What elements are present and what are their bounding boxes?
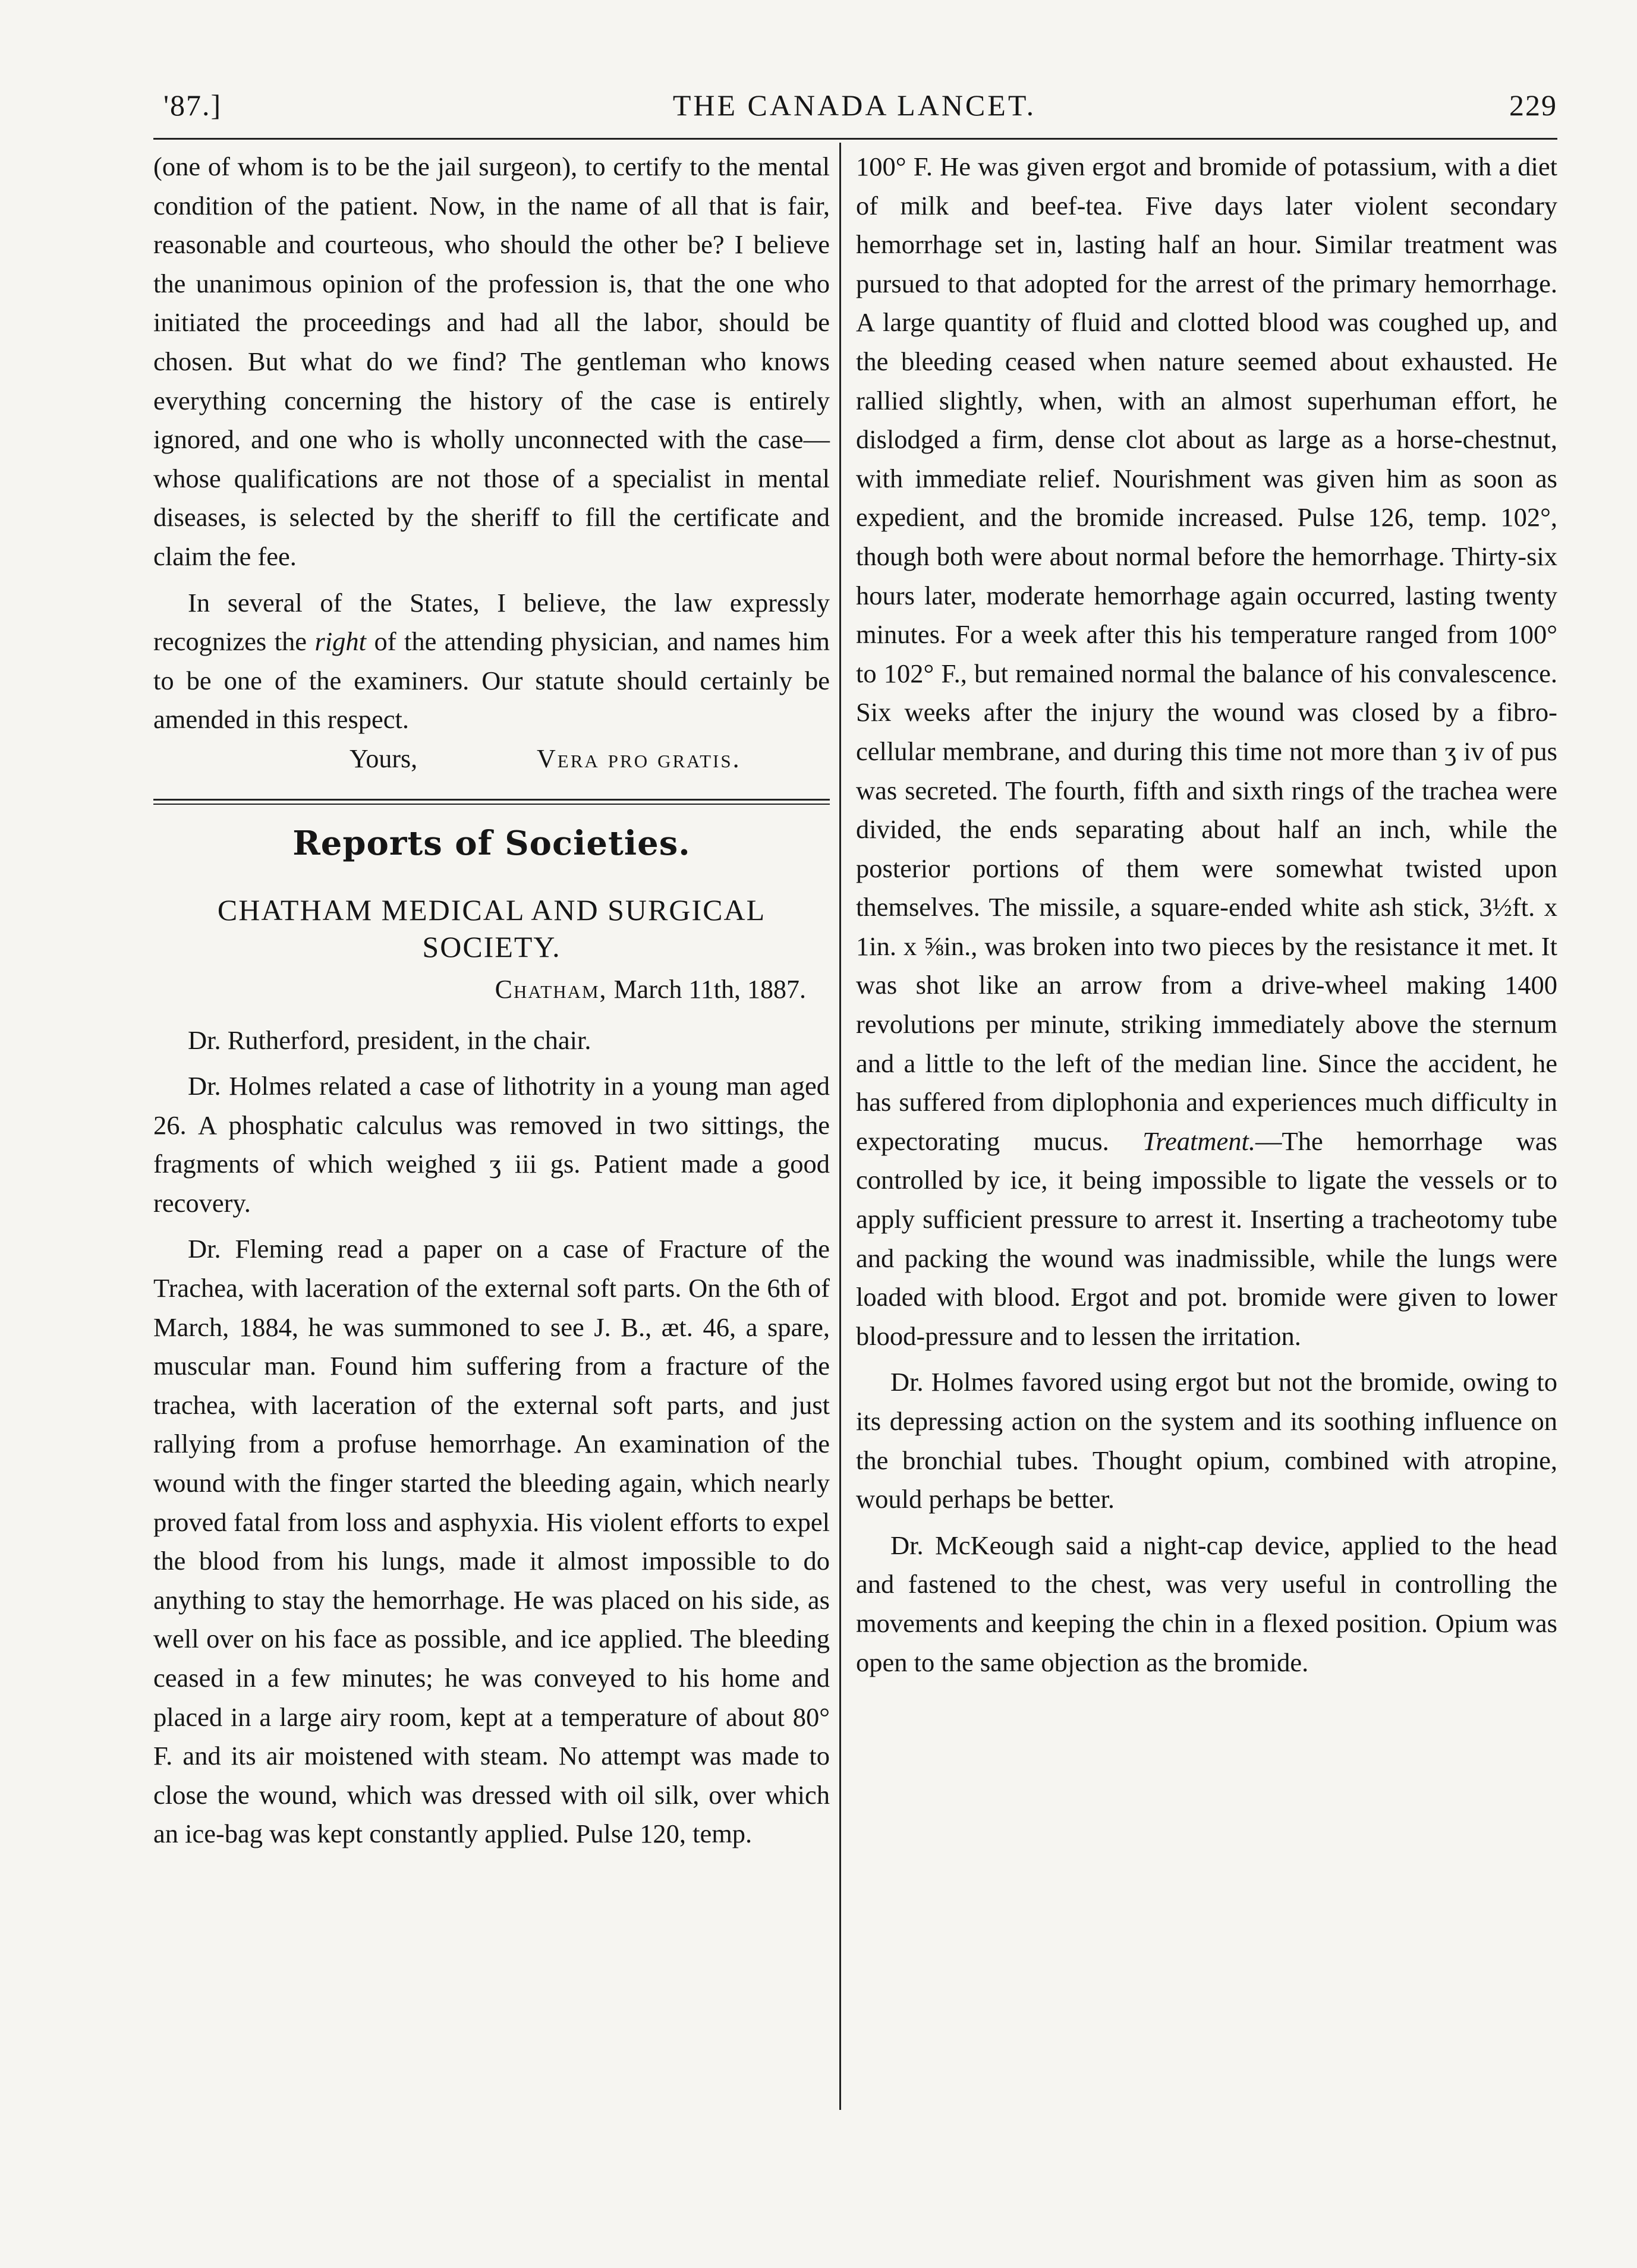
minutes-paragraph: Dr. McKeough said a night-cap device, applied to the head and fastened to the chest, was very useful in controlling the movements and keeping the chin in a flexed position. Opium was open to the same objection as the bromide. bbox=[856, 1530, 1557, 1677]
minutes-paragraph: 100° F. He was given ergot and bromide of potassium, with a diet of milk and beef-tea. Five days later violent secondary hemorrhage set in, lasting half an hour. Similar treatment was pursued to that adopted for the arrest of the primary hemorrhage. A large quantity of fluid and clotted blood was coughed up, and the bleeding ceased when nature seemed about exhausted. He rallied slightly, when, with an almost superhuman effort, he dislodged a firm, dense clot about as large as a horse-chestnut, with immediate relief. Nourishment was given him as soon as expedient, and the bromide increased. Pulse 126, temp. 102°, though both were about normal before the hemorrhage. Thirty-six hours later, moderate hemorrhage again occurred, lasting twenty minutes. For a week after this his temperature ranged from 100° to 102° F., but remained normal the balance of his convalescence. Six weeks after the injury the wound was closed by a fibro-cellular membrane, and during this time not more than ʒ iv of pus was secreted. The fourth, fifth and sixth rings of the trachea were divided, the ends separating about half an inch, while the posterior portions of them were somewhat twisted upon themselves. The missile, a square-ended white ash stick, 3½ft. x 1in. x ⅝in., was broken into two pieces by the resistance it met. It was shot like an arrow from a drive-wheel making 1400 revolutions per minute, striking immediately above the sternum and a little to the left of the median line. Since the accident, he has suffered from diplophonia and experiences much difficulty in expectorating mucus. Treatment.—The hemorrhage was controlled by ice, it being impossible to ligate the vessels or to apply sufficient pressure to arrest it. Inserting a tracheotomy tube and packing the wound was inadmissible, while the lungs were loaded with blood. Ergot and pot. bromide were given to lower blood-pressure and to lessen the irritation. bbox=[856, 152, 1557, 1351]
dateline-date: March 11th, 1887. bbox=[613, 974, 806, 1004]
minutes-paragraph: Dr. Holmes favored using ergot but not the bromide, owing to its depressing action on the system and its soothing influence on the bronchial tubes. Thought opium, combined with atropine, would perhaps be better. bbox=[856, 1367, 1557, 1514]
running-head-year: '87.] bbox=[163, 89, 222, 122]
society-title: CHATHAM MEDICAL AND SURGICAL SOCIETY. bbox=[217, 893, 766, 963]
letter-signoff bbox=[153, 739, 830, 779]
emphasis-right: right bbox=[314, 626, 367, 657]
right-column bbox=[856, 147, 1557, 1682]
signoff-yours: Yours, bbox=[350, 744, 418, 773]
signoff-pseudonym: Vera pro gratis. bbox=[537, 744, 741, 773]
journal-title: THE CANADA LANCET. bbox=[672, 89, 1037, 122]
header-rule bbox=[153, 138, 1557, 140]
left-column bbox=[153, 147, 830, 1854]
minutes-paragraph: Dr. Holmes related a case of lithotrity in a young man aged 26. A phosphatic calculus was removed in two sittings, the fragments of which weighed ʒ iii gs. Patient made a good recovery. bbox=[153, 1071, 830, 1218]
minutes-paragraph: Dr. Rutherford, president, in the chair. bbox=[188, 1025, 591, 1055]
page-number: 229 bbox=[1509, 89, 1557, 122]
emphasis-treatment: Treatment. bbox=[1142, 1126, 1256, 1156]
minutes-paragraph: Dr. Fleming read a paper on a case of Fracture of the Trachea, with laceration of the external soft parts. On the 6th of March, 1884, he was summoned to see J. B., æt. 46, a spare, muscular man. Found him suffering from a fracture of the trachea, with laceration of the external soft parts, and just rallying from a profuse hemorrhage. An examination of the wound with the finger started the bleeding again, which nearly proved fatal from loss and asphyxia. His violent efforts to expel the blood from his lungs, made it almost impossible to do anything to stay the hemorrhage. He was placed on his side, as well over on his face as possible, and ice applied. The bleeding ceased in a few minutes; he was conveyed to his home and placed in a large airy room, kept at a temperature of about 80° F. and its air moistened with steam. No attempt was made to close the wound, which was dressed with oil silk, over which an ice-bag was kept constantly applied. Pulse 120, temp. bbox=[153, 1234, 830, 1849]
letter-paragraph: In several of the States, I believe, the law expressly recognizes the right of the attending physician, and names him to be one of the examiners. Our statute should certainly be amended in this respect. bbox=[153, 587, 830, 735]
dateline-place: Chatham, bbox=[495, 974, 607, 1004]
dateline bbox=[153, 970, 830, 1009]
section-title: Reports of Societies. bbox=[292, 823, 691, 863]
section-rule bbox=[153, 799, 830, 805]
letter-paragraph: (one of whom is to be the jail surgeon), to certify to the mental condition of the patient. Now, in the name of all that is fair, reasonable and courteous, who should the other be? I believe the unanimous opinion of the profession is, that the one who initiated the proceedings and had all the labor, should be chosen. But what do we find? The gentleman who knows everything concerning the history of the case is entirely ignored, and one who is wholly unconnected with the case—whose qualifications are not those of a specialist in mental diseases, is selected by the sheriff to fill the certificate and claim the fee. bbox=[153, 152, 830, 571]
running-head bbox=[152, 88, 1557, 130]
column-divider bbox=[839, 143, 841, 2110]
